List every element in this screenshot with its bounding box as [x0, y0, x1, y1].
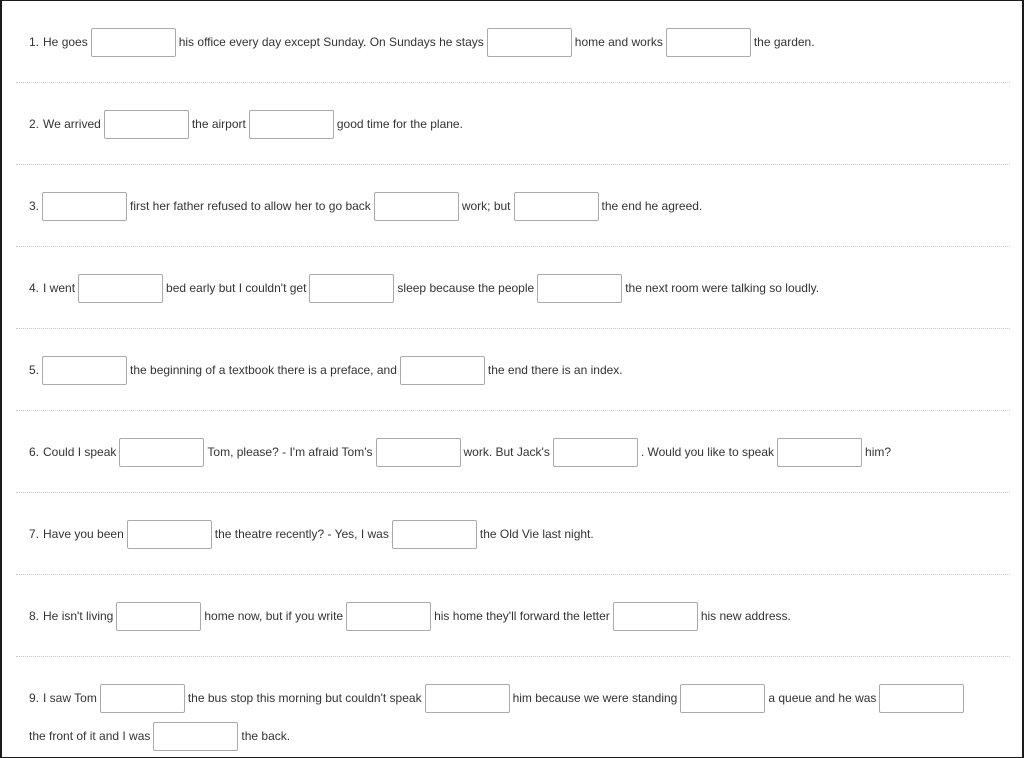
answer-input[interactable]: [127, 520, 212, 549]
question-4: [16, 247, 1010, 329]
answer-input[interactable]: [425, 684, 510, 713]
question-number: 9.: [29, 691, 40, 705]
question-number: 4.: [29, 281, 40, 295]
question-text: the Old Vie last night.: [479, 527, 594, 541]
answer-input[interactable]: [374, 192, 459, 221]
question-text: the airport: [191, 117, 246, 131]
question-text: He goes: [43, 35, 88, 49]
answer-input[interactable]: [100, 684, 185, 713]
answer-input[interactable]: [777, 438, 862, 467]
question-5: [16, 329, 1010, 411]
question-text: Have you been: [43, 527, 124, 541]
answer-input[interactable]: [42, 192, 127, 221]
answer-input[interactable]: [553, 438, 638, 467]
question-number: 3.: [29, 199, 40, 213]
question-text: Tom, please? - I'm afraid Tom's: [207, 445, 373, 459]
question-6: [16, 411, 1010, 493]
question-text: first her father refused to allow her to go back: [130, 199, 371, 213]
question-9: [16, 657, 1010, 757]
question-8: [16, 575, 1010, 657]
question-text: good time for the plane.: [336, 117, 463, 131]
answer-input[interactable]: [309, 274, 394, 303]
question-number: 6.: [29, 445, 40, 459]
question-number: 7.: [29, 527, 40, 541]
question-text: a queue and he was: [768, 691, 877, 705]
answer-input[interactable]: [78, 274, 163, 303]
answer-input[interactable]: [249, 110, 334, 139]
answer-input[interactable]: [514, 192, 599, 221]
question-number: 2.: [29, 117, 40, 131]
question-text: his new address.: [700, 609, 791, 623]
answer-input[interactable]: [153, 722, 238, 751]
question-text: the next room were talking so loudly.: [625, 281, 820, 295]
answer-input[interactable]: [119, 438, 204, 467]
question-text: the theatre recently? - Yes, I was: [214, 527, 389, 541]
answer-input[interactable]: [537, 274, 622, 303]
question-text: his office every day except Sunday. On Sundays he stays: [178, 35, 484, 49]
question-7: [16, 493, 1010, 575]
question-text: I went: [43, 281, 76, 295]
answer-input[interactable]: [346, 602, 431, 631]
answer-input[interactable]: [613, 602, 698, 631]
answer-input[interactable]: [116, 602, 201, 631]
question-2: [16, 83, 1010, 165]
question-text: He isn't living: [43, 609, 114, 623]
question-text: the bus stop this morning but couldn't speak: [187, 691, 422, 705]
answer-input[interactable]: [104, 110, 189, 139]
answer-input[interactable]: [487, 28, 572, 57]
question-text: him?: [865, 445, 892, 459]
question-number: 5.: [29, 363, 40, 377]
question-text: the front of it and I was: [29, 729, 151, 743]
question-text: home now, but if you write: [204, 609, 344, 623]
answer-input[interactable]: [879, 684, 964, 713]
answer-input[interactable]: [400, 356, 485, 385]
answer-input[interactable]: [680, 684, 765, 713]
question-text: We arrived: [43, 117, 101, 131]
question-text: bed early but I couldn't get: [166, 281, 307, 295]
answer-input[interactable]: [392, 520, 477, 549]
question-3: [16, 165, 1010, 247]
question-text: him because we were standing: [512, 691, 678, 705]
question-1: [16, 1, 1010, 83]
question-text: the end he agreed.: [601, 199, 703, 213]
answer-input[interactable]: [42, 356, 127, 385]
answer-input[interactable]: [376, 438, 461, 467]
question-text: the back.: [241, 729, 291, 743]
answer-input[interactable]: [666, 28, 751, 57]
answer-input[interactable]: [91, 28, 176, 57]
fill-in-blanks-exercise: [16, 1, 1010, 757]
question-text: the end there is an index.: [487, 363, 623, 377]
question-text: work. But Jack's: [463, 445, 550, 459]
question-text: Could I speak: [43, 445, 117, 459]
question-text: sleep because the people: [397, 281, 535, 295]
question-text: home and works: [574, 35, 663, 49]
question-text: his home they'll forward the letter: [434, 609, 610, 623]
question-text: the beginning of a textbook there is a preface, and: [130, 363, 397, 377]
question-text: the garden.: [753, 35, 815, 49]
question-text: . Would you like to speak: [640, 445, 775, 459]
question-text: work; but: [461, 199, 511, 213]
question-number: 8.: [29, 609, 40, 623]
question-text: I saw Tom: [43, 691, 97, 705]
question-number: 1.: [29, 35, 40, 49]
